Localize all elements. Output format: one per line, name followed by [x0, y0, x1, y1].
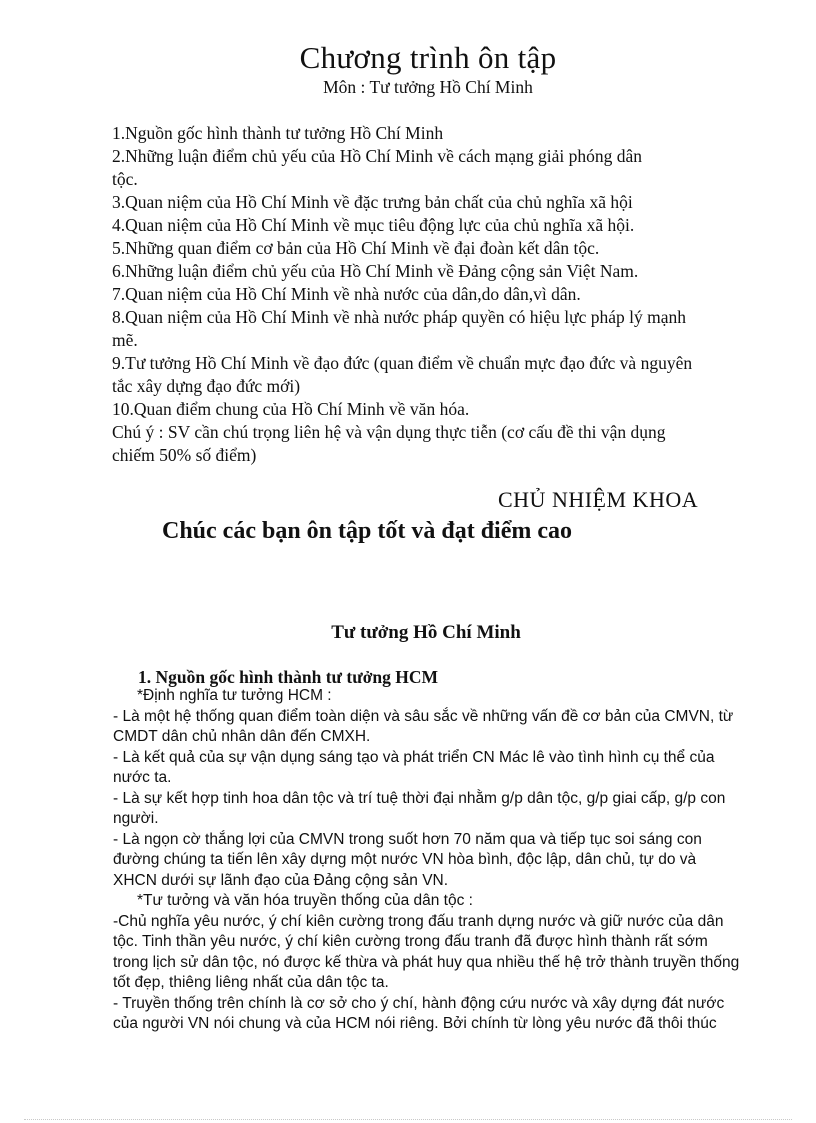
signoff-title: CHỦ NHIỆM KHOA	[498, 487, 699, 512]
section-heading: 1. Nguồn gốc hình thành tư tưởng HCM	[138, 667, 439, 687]
body-line: - Là một hệ thống quan điểm toàn diện và sâu sắc về những vấn đề cơ bản của CMVN, từ	[113, 707, 734, 725]
syllabus-line: tắc xây dựng đạo đức mới)	[112, 376, 301, 396]
body-line: CMDT dân chủ nhân dân đến CMXH.	[113, 728, 371, 745]
page-title: Chương trình ôn tập	[299, 40, 557, 75]
body-line: - Là kết quả của sự vận dụng sáng tạo và phát triển CN Mác lê vào tình hình cụ thể của	[113, 748, 715, 766]
wishes-heading: Chúc các bạn ôn tập tốt và đạt điểm cao	[162, 518, 573, 544]
syllabus-list	[112, 122, 732, 467]
body-line: -Chủ nghĩa yêu nước, ý chí kiên cường trong đấu tranh dựng nước và giữ nước của dân	[113, 912, 724, 930]
syllabus-line: mẽ.	[112, 330, 138, 350]
body-subheading: *Định nghĩa tư tưởng HCM :	[137, 687, 332, 704]
syllabus-line: 3.Quan niệm của Hồ Chí Minh về đặc trưng bản chất của chủ nghĩa xã hội	[112, 192, 633, 212]
syllabus-line: 5.Những quan điểm cơ bản của Hồ Chí Minh về đại đoàn kết dân tộc.	[112, 238, 600, 258]
page-bottom-rule	[24, 1119, 792, 1120]
body-line: XHCN dưới sự lãnh đạo của Đảng cộng sản VN.	[113, 871, 449, 889]
syllabus-line: 10.Quan điểm chung của Hồ Chí Minh về văn hóa.	[112, 399, 470, 419]
section-body	[113, 686, 753, 1035]
syllabus-line: 1.Nguồn gốc hình thành tư tưởng Hồ Chí Minh	[112, 123, 444, 143]
body-line: tốt đẹp, thiêng liêng nhất của dân tộc ta.	[113, 974, 389, 991]
body-line: trong lịch sử dân tộc, nó được kế thừa và phát huy qua nhiều thế hệ trở thành truyền thống	[113, 953, 740, 971]
syllabus-note: chiếm 50% số điểm)	[112, 445, 257, 465]
body-subheading: *Tư tưởng và văn hóa truyền thống của dân tộc :	[137, 892, 473, 909]
syllabus-line: 6.Những luận điểm chủ yếu của Hồ Chí Minh về Đảng cộng sản Việt Nam.	[112, 261, 639, 281]
syllabus-line: 2.Những luận điểm chủ yếu của Hồ Chí Minh về cách mạng giải phóng dân	[112, 146, 642, 166]
syllabus-line: tộc.	[112, 169, 138, 189]
body-line: - Là ngọn cờ thắng lợi của CMVN trong suốt hơn 70 năm qua và tiếp tục soi sáng con	[113, 830, 702, 848]
syllabus-line: 9.Tư tưởng Hồ Chí Minh về đạo đức (quan điểm về chuẩn mực đạo đức và nguyên	[112, 353, 693, 373]
page-subtitle: Môn : Tư tưởng Hồ Chí Minh	[323, 77, 533, 97]
body-line: đường chúng ta tiến lên xây dựng một nước VN hòa bình, độc lập, dân chủ, tự do và	[113, 851, 697, 868]
body-line: - Truyền thống trên chính là cơ sở cho ý chí, hành động cứu nước và xây dựng đát nước	[113, 994, 725, 1012]
body-line: của người VN nói chung và của HCM nói riêng. Bởi chính từ lòng yêu nước đã thôi thúc	[113, 1015, 717, 1032]
body-line: người.	[113, 810, 159, 827]
syllabus-line: 7.Quan niệm của Hồ Chí Minh về nhà nước của dân,do dân,vì dân.	[112, 284, 581, 304]
syllabus-note: Chú ý : SV cần chú trọng liên hệ và vận dụng thực tiễn (cơ cấu đề thi vận dụng	[112, 422, 666, 442]
body-line: tộc. Tinh thần yêu nước, ý chí kiên cường trong đấu tranh đã được hình thành rất sớm	[113, 933, 708, 950]
syllabus-line: 4.Quan niệm của Hồ Chí Minh về mục tiêu động lực của chủ nghĩa xã hội.	[112, 215, 635, 235]
body-line: - Là sự kết hợp tinh hoa dân tộc và trí tuệ thời đại nhằm g/p dân tộc, g/p giai cấp, g/p con	[113, 789, 726, 807]
section-title: Tư tưởng Hồ Chí Minh	[331, 622, 521, 643]
syllabus-line: 8.Quan niệm của Hồ Chí Minh về nhà nước pháp quyền có hiệu lực pháp lý mạnh	[112, 307, 686, 327]
body-line: nước ta.	[113, 769, 172, 786]
